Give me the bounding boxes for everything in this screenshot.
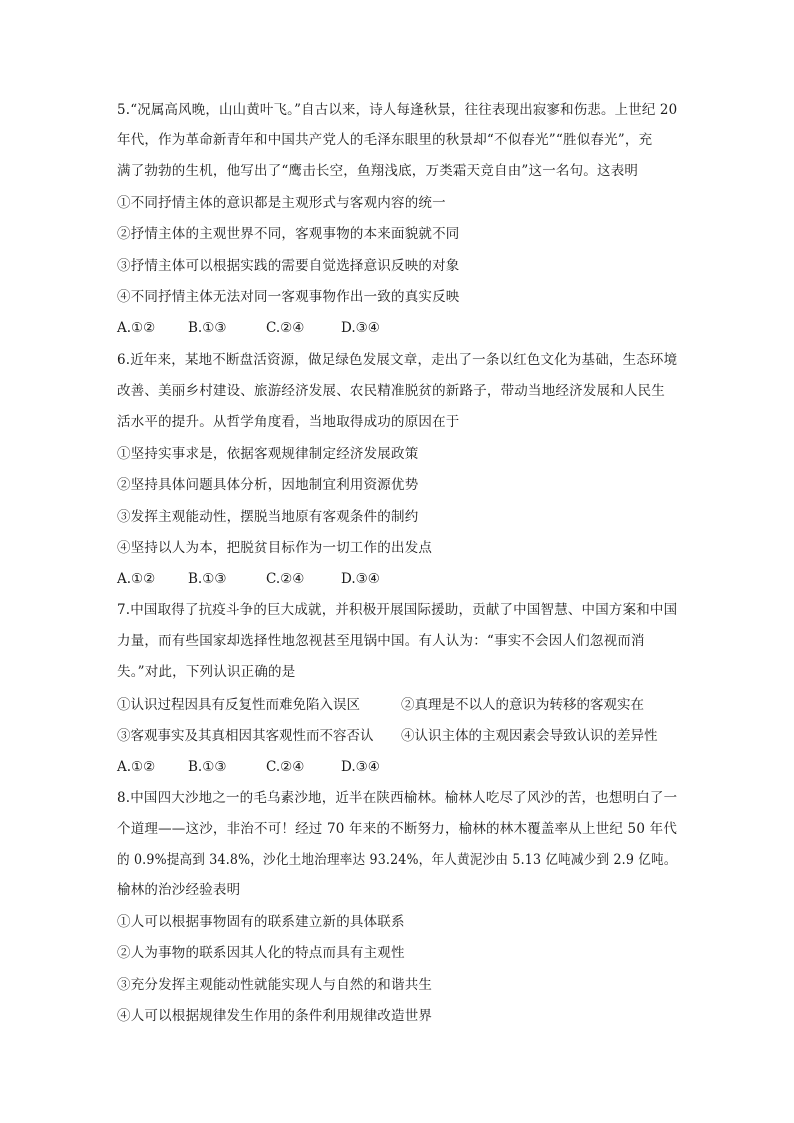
q5-option-c: C.②④ [266, 320, 305, 336]
q6-option-b: B.①③ [188, 571, 227, 587]
q6-option-c: C.②④ [266, 571, 305, 587]
q7-option-a: A.①② [117, 759, 156, 775]
q5-option-b: B.①③ [188, 320, 227, 336]
q8-stem-line-4: 榆林的治沙经验表明 [117, 882, 241, 898]
q5-stem-line-2: 年代，作为革命新青年和中国共产党人的毛泽东眼里的秋景却“不似春光”“胜似春光”，充 [117, 132, 653, 148]
q5-item-3: ③抒情主体可以根据实践的需要自觉选择意识反映的对象 [117, 258, 460, 274]
q5-item-1: ①不同抒情主体的意识都是主观形式与客观内容的统一 [117, 195, 446, 211]
q5-item-2: ②抒情主体的主观世界不同，客观事物的本来面貌就不同 [117, 226, 460, 242]
q8-item-3: ③充分发挥主观能动性就能实现人与自然的和谐共生 [117, 977, 433, 993]
q6-option-d: D.③④ [341, 571, 380, 587]
q7-option-c: C.②④ [266, 759, 305, 775]
q7-item-4: ④认识主体的主观因素会导致认识的差异性 [401, 728, 658, 744]
q6-option-a: A.①② [117, 571, 156, 587]
q7-stem-line-2: 力量，而有些国家却选择性地忽视甚至甩锅中国。有人认为：“事实不会因人们忽视而消 [117, 633, 645, 649]
q7-option-b: B.①③ [188, 759, 227, 775]
q6-item-1: ①坚持实事求是，依据客观规律制定经济发展政策 [117, 446, 419, 462]
q6-item-4: ④坚持以人为本，把脱贫目标作为一切工作的出发点 [117, 540, 433, 556]
q7-item-2: ②真理是不以人的意识为转移的客观实在 [401, 697, 644, 713]
q5-stem-line-1: 5.“况属高风晚，山山黄叶飞。”自古以来，诗人每逢秋景，往往表现出寂寥和伤悲。上世纪 20 [117, 102, 678, 118]
q7-stem-line-3: 失。”对此，下列认识正确的是 [117, 664, 296, 680]
q6-stem-line-3: 活水平的提升。从哲学角度看，当地取得成功的原因在于 [117, 414, 460, 430]
q6-item-2: ②坚持具体问题具体分析，因地制宜利用资源优势 [117, 477, 419, 493]
q5-stem-line-3: 满了勃勃的生机，他写出了“鹰击长空，鱼翔浅底，万类霜天竞自由”这一名句。这表明 [117, 163, 639, 179]
q7-item-1: ①认识过程因具有反复性而难免陷入误区 [117, 697, 360, 713]
q5-item-4: ④不同抒情主体无法对同一客观事物作出一致的真实反映 [117, 289, 460, 305]
q8-item-2: ②人为事物的联系因其人化的特点而具有主观性 [117, 945, 405, 961]
q7-item-3: ③客观事实及其真相因其客观性而不容否认 [117, 728, 374, 744]
q6-stem-line-1: 6.近年来，某地不断盘活资源，做足绿色发展文章，走出了一条以红色文化为基础，生态环境 [117, 352, 678, 368]
q8-stem-line-3: 的 0.9%提高到 34.8%，沙化土地治理率达 93.24%，年人黄泥沙由 5.13 亿吨减少到 2.9 亿吨。 [117, 852, 677, 868]
q8-item-4: ④人可以根据规律发生作用的条件利用规律改造世界 [117, 1008, 433, 1024]
q8-stem-line-2: 个道理——这沙，非治不可！经过 70 年来的不断努力，榆林的林木覆盖率从上世纪 50 年代 [117, 821, 678, 837]
q8-stem-line-1: 8.中国四大沙地之一的毛乌素沙地，近半在陕西榆林。榆林人吃尽了风沙的苦，也想明白了一 [117, 790, 678, 806]
q6-item-3: ③发挥主观能动性，摆脱当地原有客观条件的制约 [117, 509, 419, 525]
q8-item-1: ①人可以根据事物固有的联系建立新的具体联系 [117, 914, 405, 930]
q6-stem-line-2: 改善、美丽乡村建设、旅游经济发展、农民精准脱贫的新路子，带动当地经济发展和人民生 [117, 383, 665, 399]
q7-option-d: D.③④ [341, 759, 380, 775]
q5-option-a: A.①② [117, 320, 156, 336]
q7-stem-line-1: 7.中国取得了抗疫斗争的巨大成就，并积极开展国际援助，贡献了中国智慧、中国方案和中国 [117, 602, 678, 618]
q5-option-d: D.③④ [341, 320, 380, 336]
